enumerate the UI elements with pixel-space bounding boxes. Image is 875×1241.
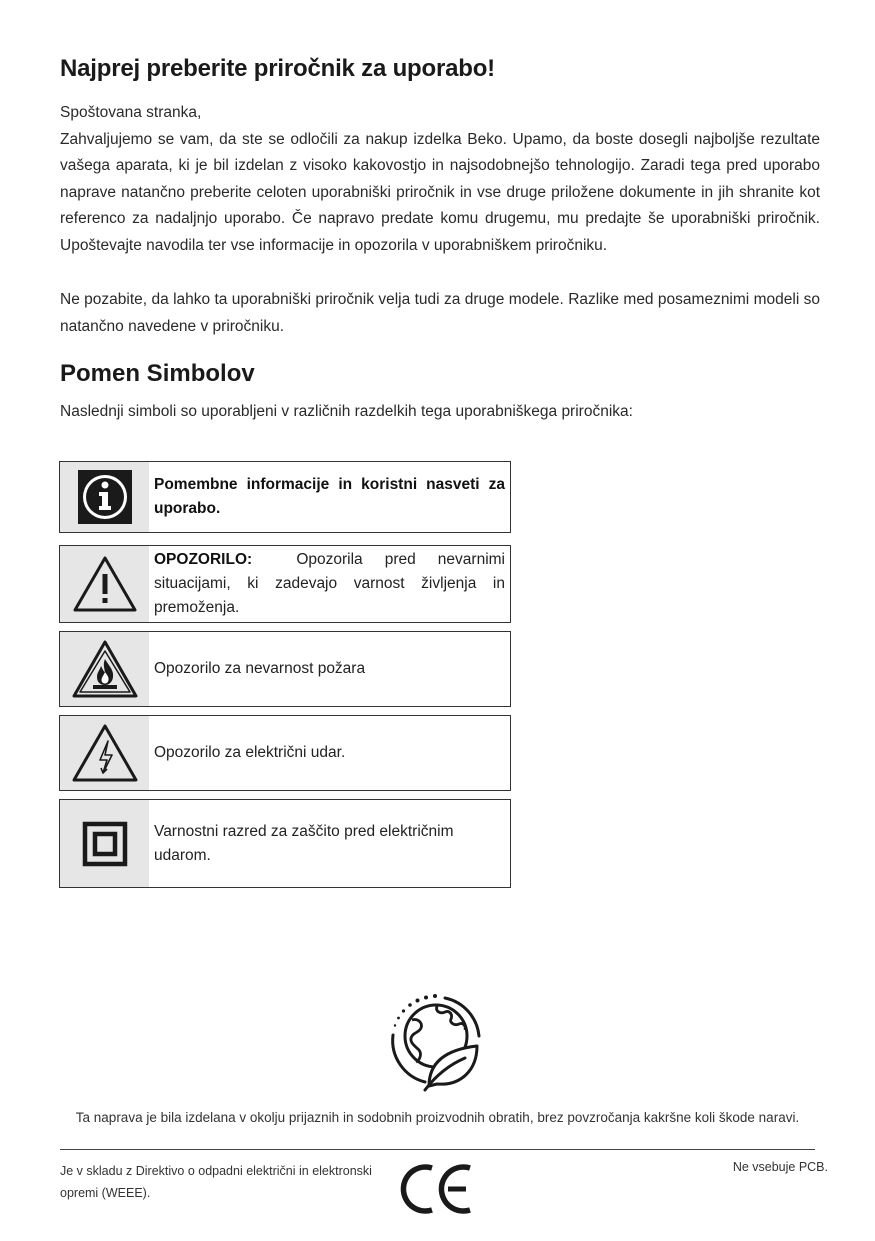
fire-hazard-icon — [60, 632, 149, 706]
warning-icon — [60, 546, 149, 622]
symbol-row-fire — [59, 631, 511, 707]
symbol-label: Pomembne informacije in koristni nasveti za uporabo. — [154, 476, 505, 517]
protection-class-icon — [60, 800, 149, 887]
electric-shock-icon — [60, 716, 149, 790]
models-note: Ne pozabite, da lahko ta uporabniški priročnik velja tudi za druge modele. Razlike med posameznimi modeli so natančno navedene v priročniku. — [60, 291, 820, 335]
symbol-description: Opozorilo za nevarnost požara — [154, 660, 366, 677]
eco-statement: Ta naprava je bila izdelana v okolju prijaznih in sodobnih proizvodnih obratih, brez povzročanja kakršne koli škode naravi. — [75, 1110, 800, 1125]
eco-earth-leaf-icon — [385, 990, 487, 1092]
symbol-row-protection-class — [59, 799, 511, 888]
symbol-row-info — [59, 461, 511, 533]
symbol-text — [149, 462, 510, 532]
ce-mark-icon — [398, 1158, 478, 1218]
symbol-description: Opozorilo za električni udar. — [154, 744, 346, 761]
symbol-row-warning — [59, 545, 511, 623]
symbol-description: Opozorila pred nevarnimi situacijami, ki zadevajo varnost življenja in premoženja. — [154, 551, 505, 616]
symbol-description: Varnostni razred za zaščito pred električnim udarom. — [154, 822, 454, 864]
symbol-text — [149, 800, 510, 887]
intro-section — [60, 100, 820, 259]
page-title: Najprej preberite priročnik za uporabo! — [60, 55, 495, 82]
symbols-heading: Pomen Simbolov — [60, 360, 255, 387]
symbol-text — [149, 716, 510, 790]
pcb-note: Ne vsebuje PCB. — [732, 1160, 828, 1174]
info-icon — [60, 462, 149, 532]
footer-divider — [60, 1149, 815, 1150]
greeting: Spoštovana stranka, — [60, 104, 202, 121]
symbol-text — [149, 546, 510, 622]
symbol-label: OPOZORILO: — [154, 551, 253, 568]
symbols-intro: Naslednji simboli so uporabljeni v različnih razdelkih tega uporabniškega priročnika: — [60, 403, 633, 420]
weee-compliance: Je v skladu z Direktivo o odpadni električni in elektronski opremi (WEEE). — [60, 1164, 372, 1200]
symbol-text — [149, 632, 510, 706]
symbol-row-electric — [59, 715, 511, 791]
intro-body: Zahvaljujemo se vam, da ste se odločili za nakup izdelka Beko. Upamo, da boste dosegli najboljše rezultate vašega aparata, ki je bil izdelan z visoko kakovostjo in najsodobnejšo tehnologijo. Zaradi tega pred uporabo naprave natančno preberite celoten uporabniški priročnik in vse druge priložene dokumente in jih shranite kot referenco za nadaljnjo uporabo. Če napravo predate komu drugemu, mu predajte še uporabniški priročnik. Upoštevajte navodila ter vse informacije in opozorila v uporabniškem priročniku. — [60, 130, 820, 254]
